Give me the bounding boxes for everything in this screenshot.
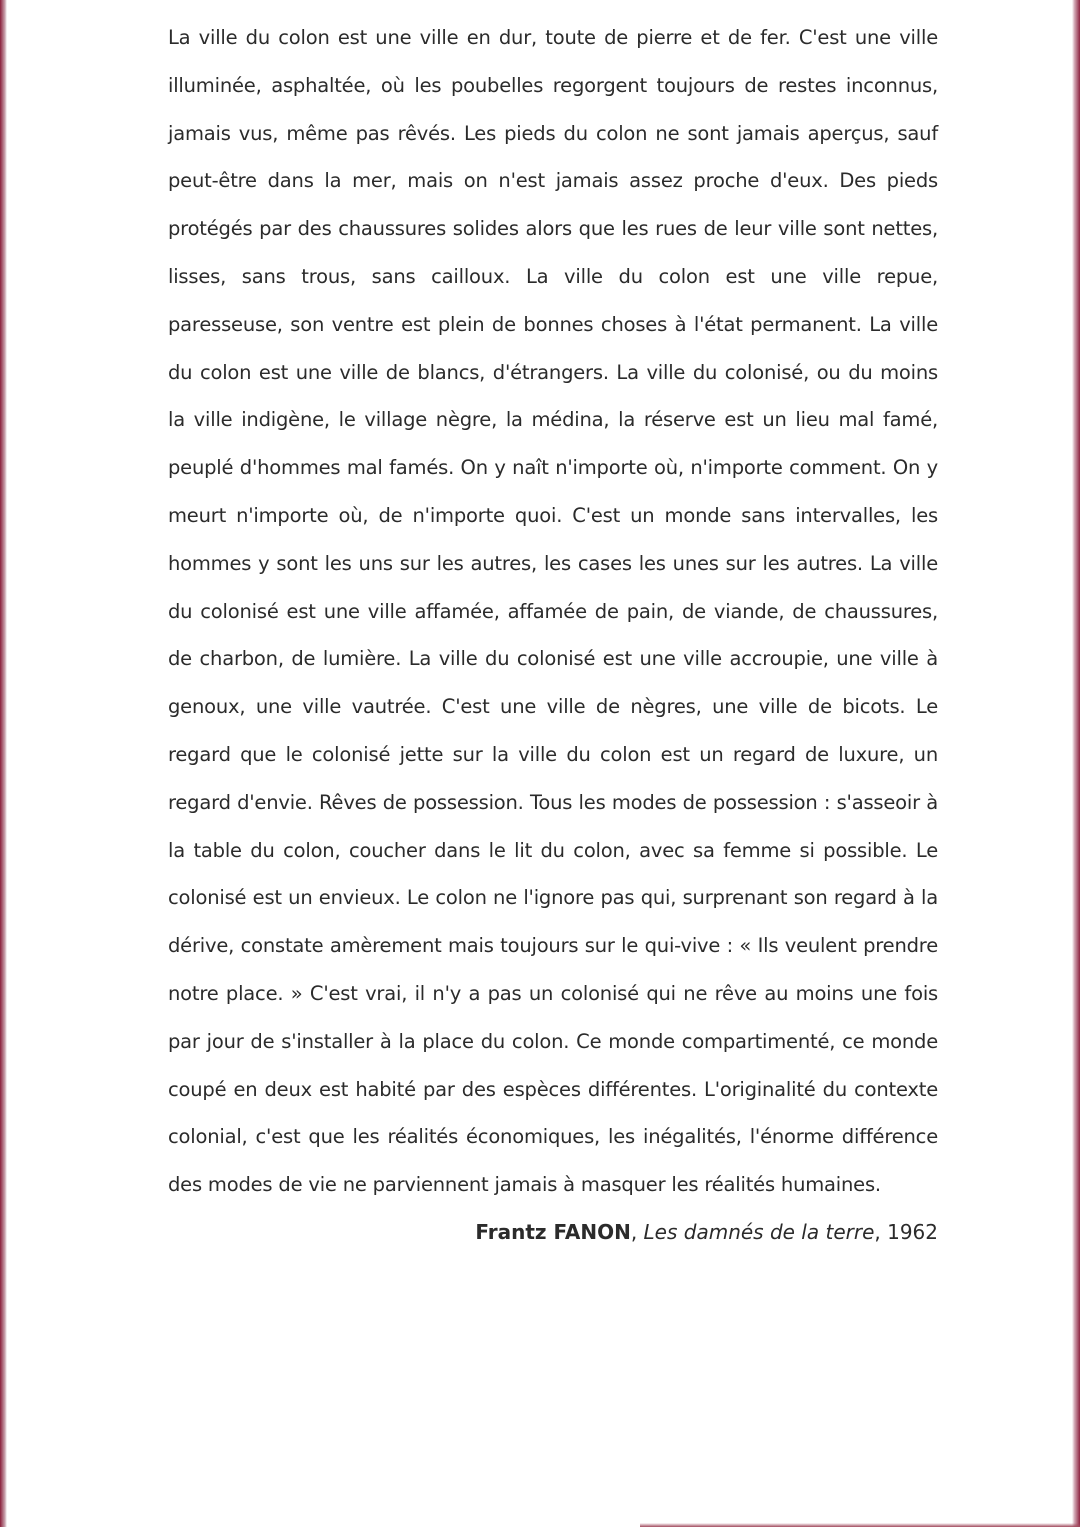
passage-text: La ville du colon est une ville en dur, toute de pierre et de fer. C'est une ville illuminée, asphaltée, où les poubelles regorgent toujours de restes inconnus, jamais vus, même pas rêvés. Les pieds du colon ne sont jamais aperçus, sauf peut-être dans la mer, mais on n'est jamais assez proche d'eux. Des pieds protégés par des chaussures solides alors que les rues de leur ville sont nettes, lisses, sans trous, sans cailloux. La ville du colon est une ville repue, paresseuse, son ventre est plein de bonnes choses à l'état permanent. La ville du colon est une ville de blancs, d'étrangers. La ville du colonisé, ou du moins la ville indigène, le village nègre, la médina, la réserve est un lieu mal famé, peuplé d'hommes mal famés. On y naît n'importe où, n'importe comment. On y meurt n'importe où, de n'importe quoi. C'est un monde sans intervalles, les hommes y sont les uns sur les autres, les cases les unes sur les autres. La ville du colonisé est une ville affamée, affamée de pain, de viande, de chaussures, de charbon, de lumière. La ville du colonisé est une ville accroupie, une ville à genoux, une ville vautrée. C'est une ville de nègres, une ville de bicots. Le regard que le colonisé jette sur la ville du colon est un regard de luxure, un regard d'envie. Rêves de possession. Tous les modes de possession : s'asseoir à la table du colon, coucher dans le lit du colon, avec sa femme si possible. Le colonisé est un envieux. Le colon ne l'ignore pas qui, surprenant son regard à la dérive, constate amèrement mais toujours sur le qui-vive : « Ils veulent prendre notre place. » C'est vrai, il n'y a pas un colonisé qui ne rêve au moins une fois par jour de s'installer à la place du colon. Ce monde compartimenté, ce monde coupé en deux est habité par des espèces différentes. L'originalité du contexte colonial, c'est que les réalités économiques, les inégalités, l'énorme différence des modes de vie ne parviennent jamais à masquer les réalités humaines. — [168, 26, 938, 1197]
citation-year: , 1962 — [874, 1220, 938, 1244]
scan-edge-bottom — [640, 1523, 1080, 1527]
citation-separator: , — [630, 1220, 644, 1244]
citation-work: Les damnés de la terre — [643, 1220, 875, 1244]
scan-edge-left — [0, 0, 7, 1527]
document-page — [168, 14, 938, 1209]
scan-edge-right — [1072, 0, 1080, 1527]
citation — [475, 1220, 938, 1244]
citation-author: Frantz FANON — [475, 1220, 631, 1244]
